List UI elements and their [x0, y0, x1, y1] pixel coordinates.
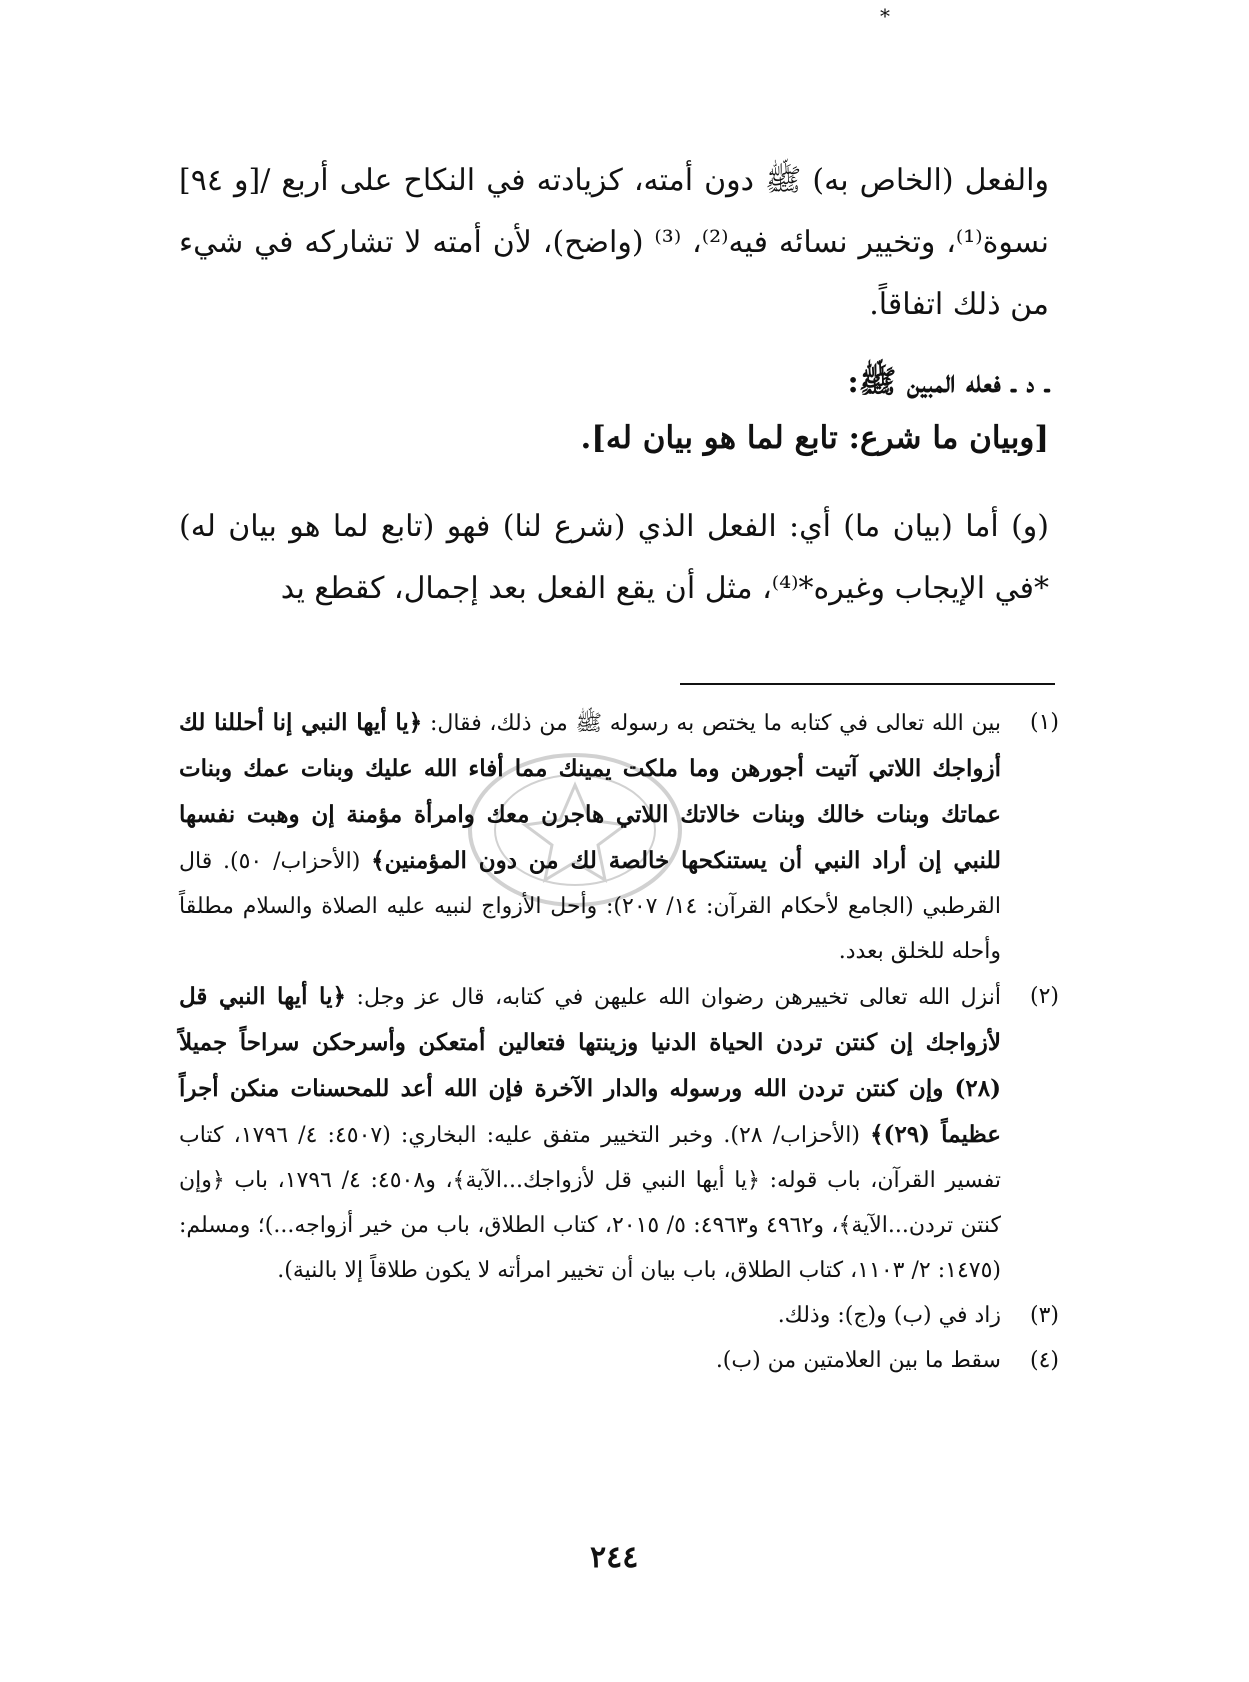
- footnote-text-before: أنزل الله تعالى تخييرهن رضوان الله عليهن في كتابه، قال عز وجل:: [345, 985, 1002, 1010]
- footnote-2: [179, 974, 1059, 1293]
- section-heading: ـ د ـ فعله المبين ﷺ:: [847, 364, 1049, 400]
- footnote-text: [179, 974, 1001, 1293]
- footnote-text-after: (الأحزاب/ ٢٨). وخبر التخيير متفق عليه: البخاري: (٤٥٠٧: ٤/ ١٧٩٦، كتاب تفسير القرآن، باب قوله: ﴿يا أيها النبي قل لأزواجك...الآية﴾، و٤٥٠٨: ٤/ ١٧٩٦، باب ﴿وإن كنتن تردن...الآية﴾، و٤٩٦٢ و٤٩٦٣: ٥/ ٢٠١٥، كتاب الطلاق، باب من خير أزواجه...)؛ ومسلم: (١٤٧٥: ٢/ ١١٠٣، كتاب الطلاق، باب بيان أن تخيير امرأته لا يكون طلاقاً إلا بالنية).: [179, 1123, 1002, 1283]
- top-mark: *: [880, 4, 890, 28]
- quran-quote: ﴿يا أيها النبي إنا أحللنا لك أزواجك اللاتي آتيت أجورهن وما ملكت يمينك مما أفاء الله عليك وبنات عمك وبنات عماتك وبنات خالك وبنات خالاتك اللاتي هاجرن معك وامرأة مؤمنة إن وهبت نفسها للنبي إن أراد النبي أن يستنكحها خالصة لك من دون المؤمنين﴾: [179, 709, 1002, 874]
- footnote-4: [179, 1338, 1059, 1383]
- footnote-number: (٤): [1029, 1348, 1059, 1373]
- footnote-3: [179, 1293, 1059, 1338]
- footnote-text: سقط ما بين العلامتين من (ب).: [715, 1348, 1001, 1373]
- matn-text: [وبيان ما شرع: تابع لما هو بيان له].: [580, 420, 1049, 456]
- footnote-text-before: بين الله تعالى في كتابه ما يختص به رسوله ﷺ من ذلك، فقال:: [422, 711, 1001, 736]
- main-paragraph-1: والفعل (الخاص به) ﷺ دون أمته، كزيادته في النكاح على أربع /[و ٩٤] نسوة⁽¹⁾، وتخيير نسائه فيه⁽²⁾، ⁽³⁾ (واضح)، لأن أمته لا تشاركه في شيء من ذلك اتفاقاً.: [179, 163, 1049, 322]
- footnote-separator: [680, 683, 1055, 685]
- footnote-number: (٢): [1029, 984, 1059, 1009]
- page-number: ٢٤٤: [590, 1540, 639, 1575]
- main-text: [179, 150, 1049, 620]
- footnote-text: [179, 700, 1001, 974]
- main-paragraph-2: (و) أما (بيان ما) أي: الفعل الذي (شرع لنا) فهو (تابع لما هو بيان له) *في الإيجاب وغيره*⁽⁴⁾، مثل أن يقع الفعل بعد إجمال، كقطع يد: [179, 509, 1049, 606]
- footnotes: [179, 700, 1059, 1383]
- footnote-text: زاد في (ب) و(ج): وذلك.: [777, 1303, 1001, 1328]
- quran-quote: ﴿يا أيها النبي قل لأزواجك إن كنتن تردن الحياة الدنيا وزينتها فتعالين أمتعكن وأسرحكن سراحاً جميلاً (٢٨) وإن كنتن تردن الله ورسوله والدار الآخرة فإن الله أعد للمحسنات منكن أجراً عظيماً (٢٩)﴾: [179, 983, 1002, 1148]
- footnote-number: (١): [1029, 710, 1059, 735]
- footnote-text-after: (الأحزاب/ ٥٠). قال القرطبي (الجامع لأحكام القرآن: ١٤/ ٢٠٧): وأحل الأزواج لنبيه عليه الصلاة والسلام مطلقاً وأحله للخلق بعدد.: [179, 849, 1001, 964]
- footnote-1: [179, 700, 1059, 974]
- footnote-number: (٣): [1029, 1303, 1059, 1328]
